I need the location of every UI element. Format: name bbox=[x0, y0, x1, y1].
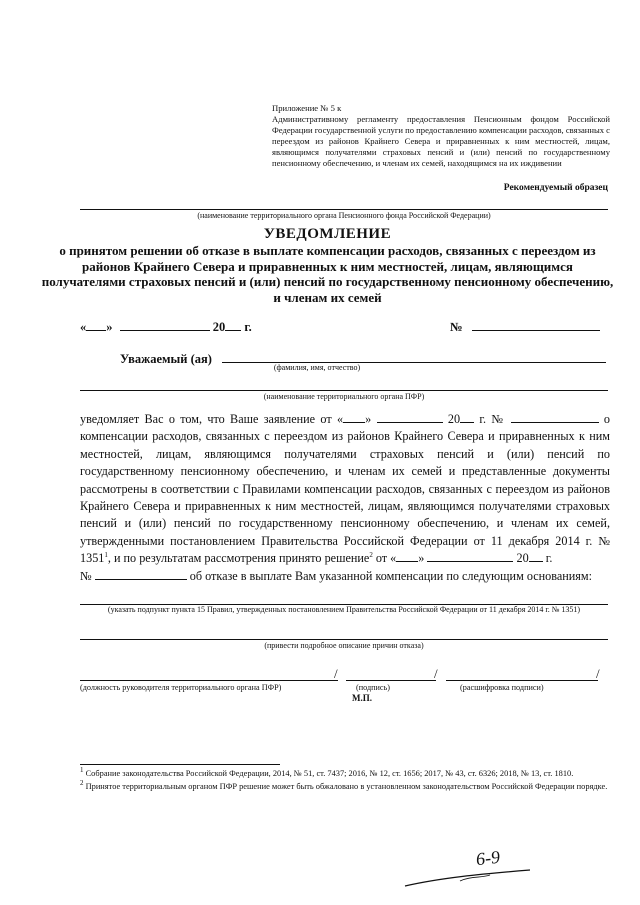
document-title: УВЕДОМЛЕНИЕ bbox=[263, 226, 392, 242]
year-blank bbox=[225, 330, 241, 331]
annex-header bbox=[272, 103, 610, 169]
body-text-4: г. № bbox=[479, 412, 506, 426]
stamp-label: М.П. bbox=[352, 693, 372, 703]
decision-number-blank bbox=[95, 568, 187, 580]
annex-title: Приложение № 5 к bbox=[272, 103, 342, 113]
body-text-7: » bbox=[418, 551, 425, 566]
notice-body bbox=[80, 411, 610, 585]
footnote-ref-2: 2 bbox=[369, 551, 373, 560]
body-text-8: 20 bbox=[516, 551, 529, 566]
footnote-2-text: Принятое территориальным органом ПФР решение может быть обжаловано в установленном законодательством Российской Федерации порядке. bbox=[85, 781, 608, 791]
sign-line bbox=[346, 680, 436, 681]
position-line bbox=[80, 680, 338, 681]
footnote-2 bbox=[80, 778, 610, 793]
decision-day-blank bbox=[396, 550, 418, 562]
number-sign: № bbox=[450, 320, 463, 334]
number-blank bbox=[472, 330, 600, 331]
quote-open: « bbox=[80, 320, 87, 334]
footnote-2-mark: 2 bbox=[80, 778, 84, 787]
footnote-1-mark: 1 bbox=[80, 766, 84, 775]
dear-label: Уважаемый (ая) bbox=[120, 352, 212, 366]
decision-year-blank bbox=[529, 550, 543, 562]
org-short-caption: (наименование территориального органа ПФР) bbox=[263, 392, 425, 401]
body-text-3: 20 bbox=[447, 412, 461, 426]
decision-month-blank bbox=[427, 550, 513, 562]
subparagraph-caption: (указать подпункт пункта 15 Правил, утвержденных постановлением Правительства Российской Федерации от 11 декабря 2014 г. № 1351) bbox=[107, 605, 581, 614]
footnote-1-text: Собрание законодательства Российской Федерации, 2014, № 51, ст. 7437; 2016, № 12, ст. 1656; 2017, № 43, ст. 6326; 2018, № 13, ст. 1810. bbox=[85, 769, 574, 778]
footnotes bbox=[80, 766, 610, 794]
body-text-2: » bbox=[365, 412, 372, 426]
quote-close: » bbox=[106, 320, 113, 334]
fio-caption: (фамилия, имя, отчество) bbox=[273, 363, 361, 372]
year-label: 20 bbox=[212, 320, 226, 334]
footnote-separator bbox=[80, 764, 280, 765]
app-year-blank bbox=[460, 411, 474, 423]
org-name-line bbox=[80, 209, 608, 210]
number-field bbox=[450, 320, 600, 335]
body-text-6: от « bbox=[372, 551, 397, 566]
day-blank bbox=[86, 330, 106, 331]
body-text-5: , и по результатам рассмотрения принято решение bbox=[107, 551, 370, 566]
body-text-1: уведомляет Вас о том, что Ваше заявление от « bbox=[80, 412, 344, 426]
body-text-9: г. bbox=[545, 551, 553, 566]
org-name-caption: (наименование территориального органа Пенсионного фонда Российской Федерации) bbox=[197, 211, 491, 220]
year-suffix: г. bbox=[244, 320, 252, 334]
body-text-11: об отказе в выплате Вам указанной компенсации по следующим основаниям: bbox=[189, 568, 592, 583]
body-text-main: о компенсации расходов, связанных с переездом из районов Крайнего Севера и приравненных к ним местностей, лицам, являющимся получателями страховых пенсий и (или) пенсий по государственному пенсионному обеспечению, и членам их семей и представленные документы рассмотрены в соответствии с Правилами компенсации расходов, связанных с переездом из районов Крайнего Севера и приравненных к ним местностей, лицам, являющимся получателями страховых пенсий и (или) пенсий по государственному пенсионному обеспечению, и членам их семей, утвержденными постановлением Правительства Российской Федерации от 11 декабря 2014 г. № 1351 bbox=[80, 412, 611, 566]
handwritten-page-number: 6-9 bbox=[474, 846, 501, 870]
slash-2: / bbox=[434, 666, 438, 681]
body-text-10: № bbox=[80, 568, 92, 583]
app-day-blank bbox=[343, 411, 365, 423]
app-number-blank bbox=[511, 411, 599, 423]
document-subtitle: о принятом решении об отказе в выплате компенсации расходов, связанных с переездом из районов Крайнего Севера и приравненных к ним местностей, лицам, являющимся получателями страховых пенсий и (или) пенсий по государственному пенсионному обеспечению, и членам их семей bbox=[41, 243, 614, 305]
org-short-line bbox=[80, 390, 608, 391]
date-row bbox=[80, 320, 252, 335]
footnote-ref-1: 1 bbox=[104, 551, 108, 560]
recommended-sample-label: Рекомендуемый образец bbox=[503, 183, 608, 193]
app-month-blank bbox=[377, 411, 443, 423]
decode-line bbox=[446, 680, 598, 681]
reason-caption: (привести подробное описание причин отказа) bbox=[264, 641, 424, 650]
position-caption: (должность руководителя территориального органа ПФР) bbox=[80, 683, 282, 692]
sign-caption: (подпись) bbox=[356, 683, 390, 692]
decode-caption: (расшифровка подписи) bbox=[460, 683, 544, 692]
slash-1: / bbox=[334, 666, 338, 681]
footnote-1 bbox=[80, 766, 610, 780]
slash-3: / bbox=[596, 666, 600, 681]
annex-body: Административному регламенту предоставления Пенсионным фондом Российской Федерации государственной услуги по предоставлению компенсации расходов, связанных с переездом из районов Крайнего Севера и приравненных к ним местностей, лицам, являющимся получателями страховых пенсий и (или) пенсий по государственному пенсионному обеспечению, и членам их семей, находящимся на их иждивении bbox=[272, 114, 610, 168]
reason-line bbox=[80, 639, 608, 640]
month-blank bbox=[120, 330, 210, 331]
